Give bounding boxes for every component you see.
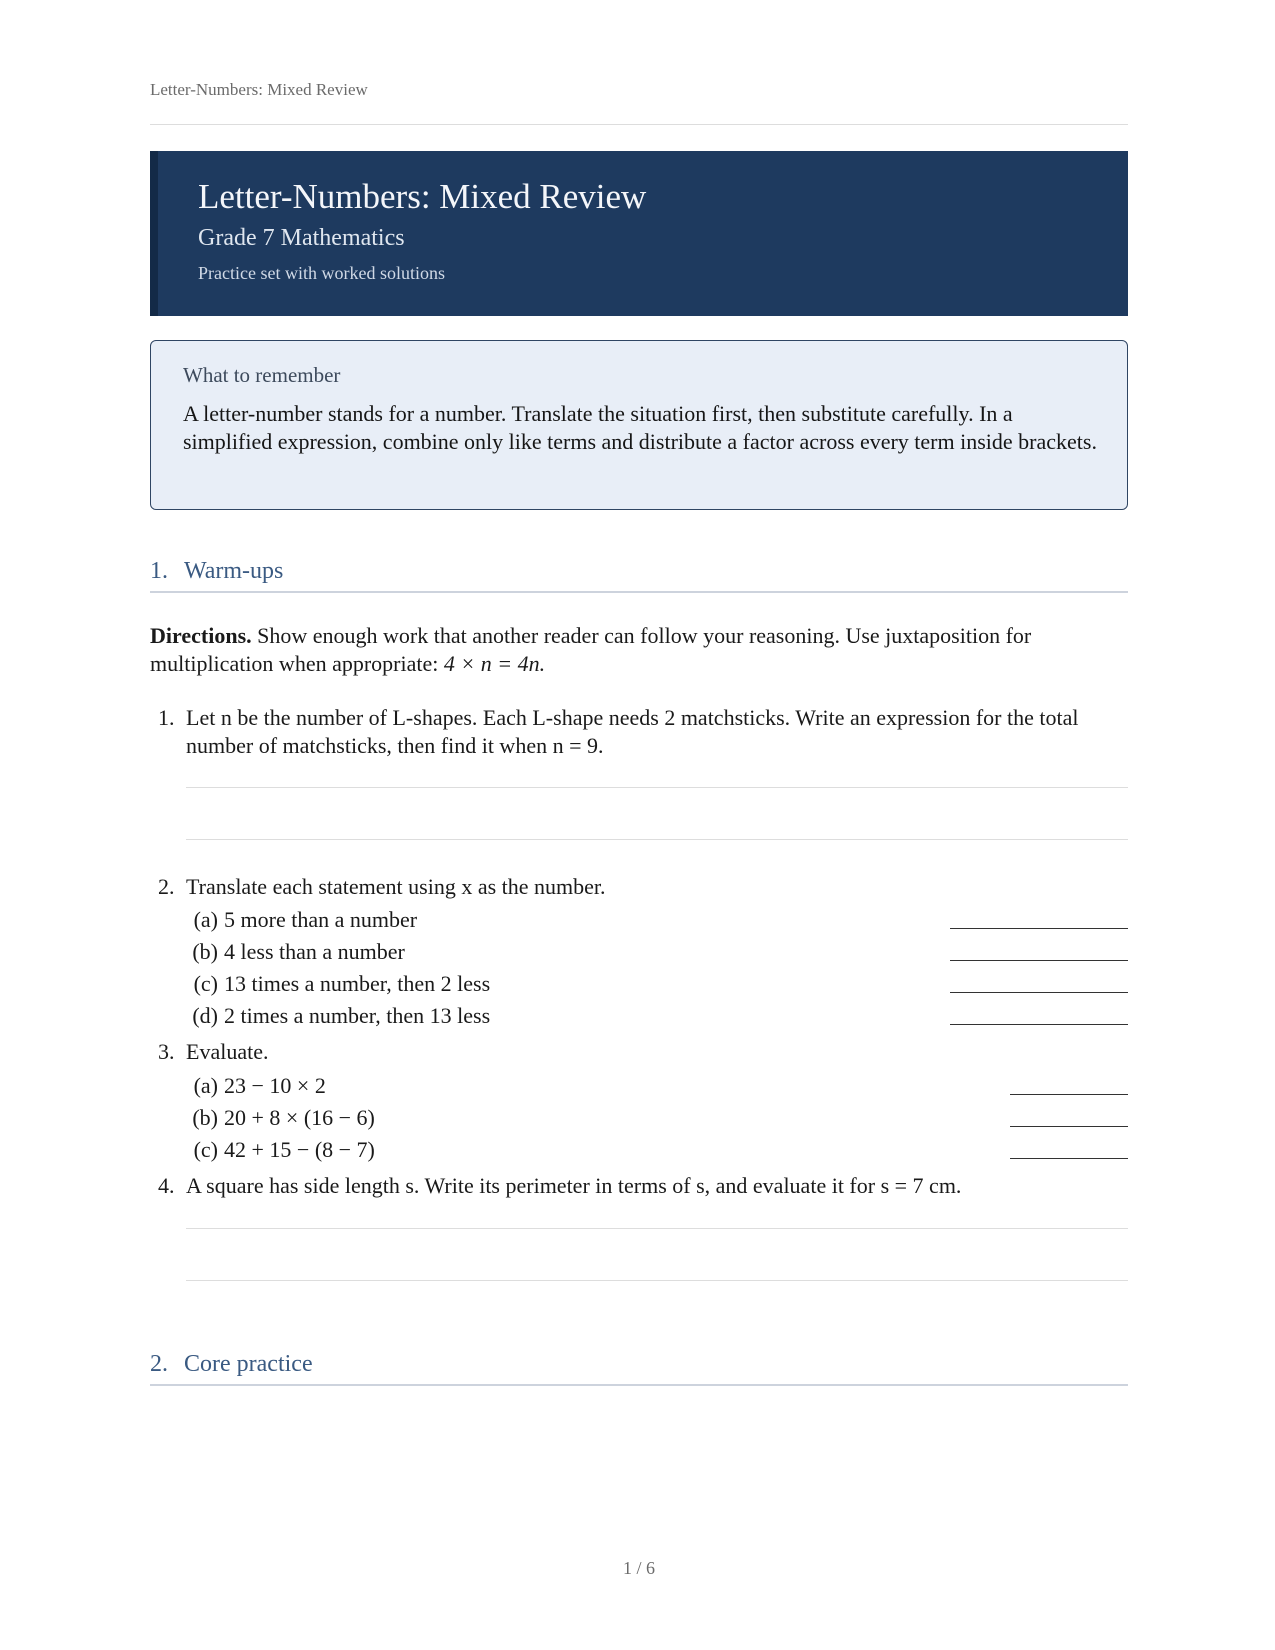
question-3 <box>150 1038 1128 1066</box>
answer-blank[interactable] <box>950 992 1128 993</box>
part-label: (c) <box>193 971 218 996</box>
part-text: 5 more than a number <box>224 907 418 932</box>
section-title: Warm-ups <box>184 558 284 584</box>
question-text: A square has side length s. Write its perimeter in terms of s, and evaluate it for s = 7 cm. <box>186 1173 962 1198</box>
part-label: (d) <box>192 1003 218 1028</box>
question-text: Evaluate. <box>186 1039 269 1064</box>
answer-line[interactable] <box>186 1228 1128 1229</box>
answer-line[interactable] <box>186 1280 1128 1281</box>
answer-line[interactable] <box>186 787 1128 788</box>
section-heading-core-practice <box>150 1351 1128 1386</box>
part-label: (c) <box>193 1137 218 1162</box>
remember-box <box>150 340 1128 510</box>
header-rule <box>150 124 1128 125</box>
question-4 <box>150 1172 1128 1200</box>
question-number: 1. <box>158 705 175 730</box>
section-heading-warm-ups <box>150 558 1128 593</box>
document-subtitle: Grade 7 Mathematics <box>198 225 405 251</box>
section-number: 1. <box>150 558 168 584</box>
section-number: 2. <box>150 1351 168 1377</box>
directions <box>150 622 1128 678</box>
page-number: 1 / 6 <box>622 1558 655 1578</box>
document-title: Letter-Numbers: Mixed Review <box>198 177 647 216</box>
remember-title: What to remember <box>183 363 341 387</box>
part-text: 13 times a number, then 2 less <box>224 971 491 996</box>
answer-blank[interactable] <box>950 928 1128 929</box>
part-text: 23 − 10 × 2 <box>224 1073 326 1098</box>
part-text: 20 + 8 × (16 − 6) <box>224 1105 375 1130</box>
question-number: 4. <box>158 1173 175 1198</box>
part-text: 2 times a number, then 13 less <box>224 1003 491 1028</box>
running-head: Letter-Numbers: Mixed Review <box>150 80 368 99</box>
question-text: Let n be the number of L-shapes. Each L-shape needs 2 matchsticks. Write an expression for the total number of matchsticks, then find it when n = 9. <box>186 705 1079 758</box>
question-text: Translate each statement using x as the number. <box>186 874 606 899</box>
title-banner <box>150 151 1128 316</box>
answer-blank[interactable] <box>950 960 1128 961</box>
answer-blank[interactable] <box>950 1024 1128 1025</box>
remember-body: A letter-number stands for a number. Translate the situation first, then substitute carefully. In a simplified expression, combine only like terms and distribute a factor across every term inside brackets. <box>183 401 1097 454</box>
directions-example: 4 × n = 4n. <box>443 651 546 676</box>
section-title: Core practice <box>184 1351 313 1377</box>
part-text: 4 less than a number <box>224 939 405 964</box>
answer-blank[interactable] <box>1010 1126 1128 1127</box>
part-label: (b) <box>192 1105 218 1130</box>
question-2 <box>150 873 1128 901</box>
part-label: (b) <box>192 939 218 964</box>
answer-blank[interactable] <box>1010 1158 1128 1159</box>
answer-line[interactable] <box>186 839 1128 840</box>
part-label: (a) <box>193 1073 218 1098</box>
part-text: 42 + 15 − (8 − 7) <box>224 1137 375 1162</box>
question-number: 2. <box>158 874 175 899</box>
question-1 <box>150 704 1128 760</box>
page <box>150 0 1128 1650</box>
part-label: (a) <box>193 907 218 932</box>
answer-blank[interactable] <box>1010 1094 1128 1095</box>
document-tagline: Practice set with worked solutions <box>198 263 445 283</box>
directions-label: Directions. <box>150 623 252 648</box>
question-number: 3. <box>158 1039 175 1064</box>
directions-text: Show enough work that another reader can follow your reasoning. Use juxtaposition for multiplication when appropriate: <box>150 623 1032 676</box>
